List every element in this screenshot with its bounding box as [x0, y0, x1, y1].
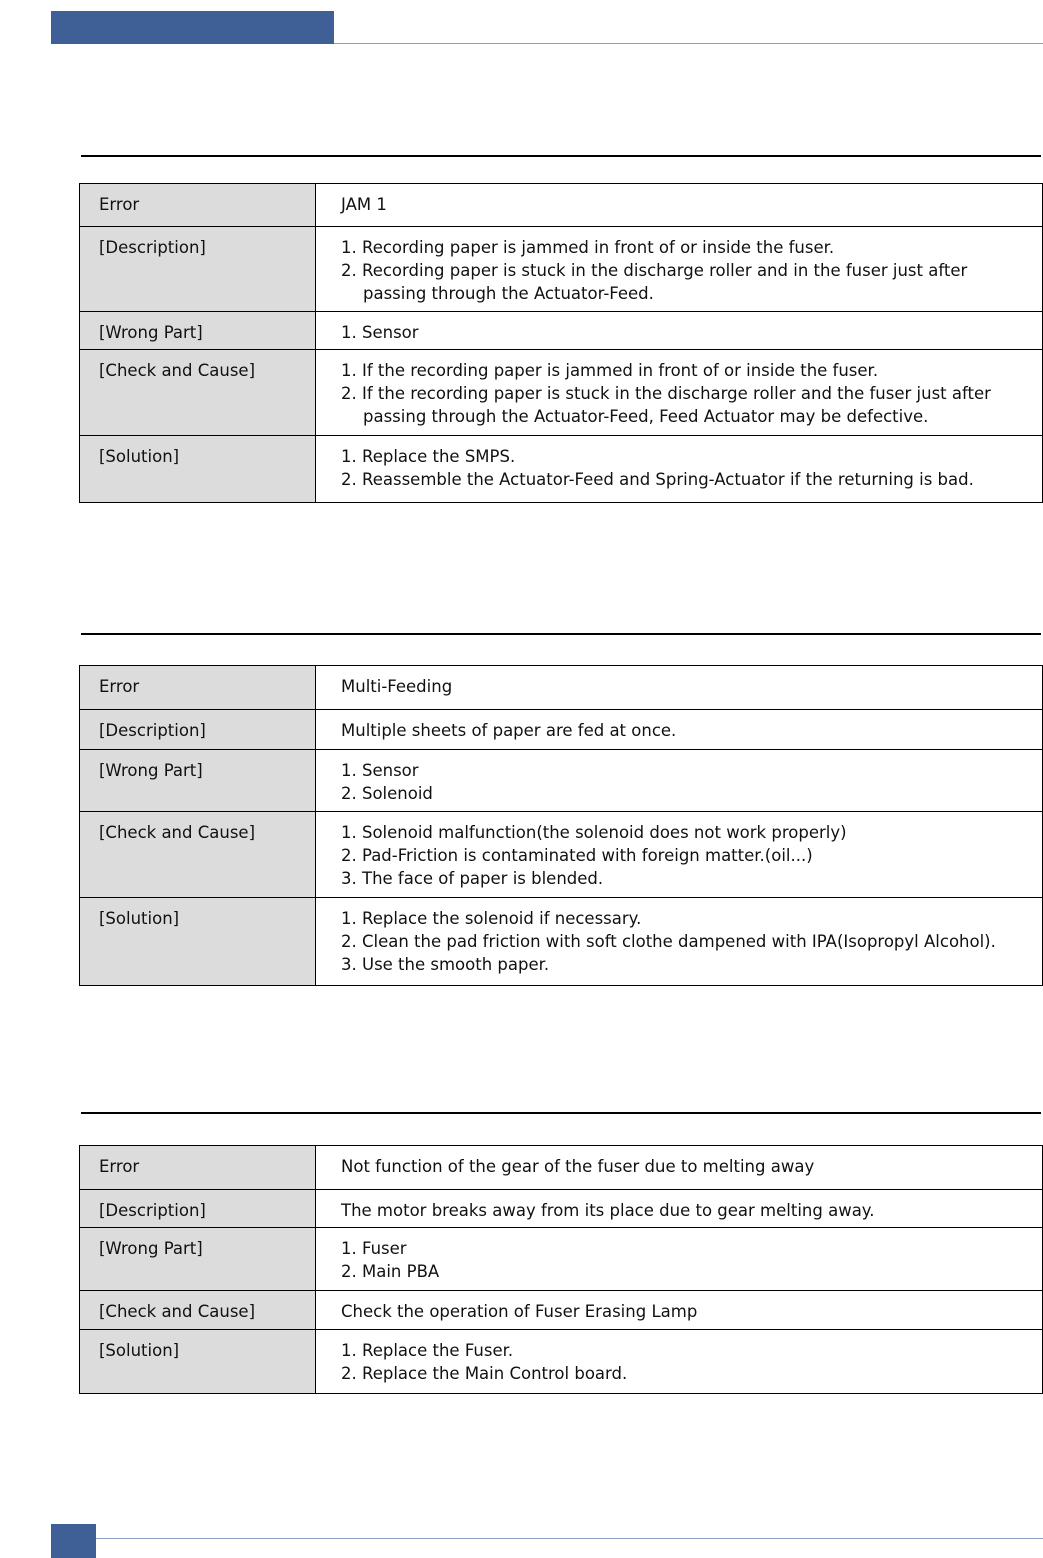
error-value: JAM 1: [316, 184, 1043, 227]
footer-tab: [51, 1524, 96, 1558]
description-row: [80, 227, 1043, 312]
description-line: 1. Recording paper is jammed in front of or inside the fuser.: [341, 238, 835, 257]
error-value: Not function of the gear of the fuser due to melting away: [316, 1146, 1043, 1190]
error-row: [80, 666, 1043, 710]
solution-line: 2. Clean the pad friction with soft clothe dampened with IPA(Isopropyl Alcohol).: [341, 932, 996, 951]
wrong-part-line: 1. Sensor: [341, 761, 419, 780]
section-rule-3: [81, 1112, 1041, 1114]
description-value: [316, 1190, 1043, 1228]
check-and-cause-line: 2. If the recording paper is stuck in the discharge roller and the fuser just after: [341, 384, 991, 403]
check-and-cause-label: [Check and Cause]: [80, 350, 316, 436]
wrong-part-label: [Wrong Part]: [80, 1228, 316, 1291]
check-and-cause-row: [80, 812, 1043, 898]
wrong-part-label: [Wrong Part]: [80, 750, 316, 812]
wrong-part-line: 1. Sensor: [341, 323, 419, 342]
solution-row: [80, 1330, 1043, 1394]
error-label: Error: [80, 1146, 316, 1190]
error-label: Error: [80, 666, 316, 710]
solution-row: [80, 898, 1043, 986]
description-line: passing through the Actuator-Feed.: [363, 284, 654, 303]
wrong-part-row: [80, 750, 1043, 812]
solution-line: 1. Replace the SMPS.: [341, 447, 516, 466]
check-and-cause-line: passing through the Actuator-Feed, Feed Actuator may be defective.: [363, 407, 929, 426]
check-and-cause-line: 3. The face of paper is blended.: [341, 869, 604, 888]
description-label: [Description]: [80, 710, 316, 750]
solution-line: 2. Replace the Main Control board.: [341, 1364, 628, 1383]
header-line: [334, 43, 1043, 44]
description-row: [80, 710, 1043, 750]
error-row: [80, 1146, 1043, 1190]
error-value: Multi-Feeding: [316, 666, 1043, 710]
solution-label: [Solution]: [80, 898, 316, 986]
solution-line: 2. Reassemble the Actuator-Feed and Spring-Actuator if the returning is bad.: [341, 470, 974, 489]
check-and-cause-line: 2. Pad-Friction is contaminated with foreign matter.(oil...): [341, 846, 813, 865]
check-and-cause-line: Check the operation of Fuser Erasing Lamp: [341, 1302, 698, 1321]
check-and-cause-line: 1. If the recording paper is jammed in front of or inside the fuser.: [341, 361, 879, 380]
check-and-cause-value: [316, 350, 1043, 436]
solution-value: [316, 1330, 1043, 1394]
section-rule-1: [81, 155, 1041, 157]
description-row: [80, 1190, 1043, 1228]
solution-line: 3. Use the smooth paper.: [341, 955, 550, 974]
wrong-part-line: 1. Fuser: [341, 1239, 407, 1258]
error-table-multi-feeding: [79, 665, 1043, 986]
description-line: The motor breaks away from its place due to gear melting away.: [341, 1201, 875, 1220]
check-and-cause-value: [316, 812, 1043, 898]
check-and-cause-value: [316, 1291, 1043, 1330]
section-rule-2: [81, 633, 1041, 635]
description-value: [316, 227, 1043, 312]
description-value: [316, 710, 1043, 750]
wrong-part-row: [80, 1228, 1043, 1291]
wrong-part-label: [Wrong Part]: [80, 312, 316, 350]
wrong-part-value: [316, 1228, 1043, 1291]
solution-line: 1. Replace the solenoid if necessary.: [341, 909, 642, 928]
footer-line: [96, 1538, 1043, 1539]
check-and-cause-line: 1. Solenoid malfunction(the solenoid does not work properly): [341, 823, 847, 842]
description-label: [Description]: [80, 227, 316, 312]
wrong-part-value: [316, 750, 1043, 812]
check-and-cause-label: [Check and Cause]: [80, 1291, 316, 1330]
header-tab: [51, 11, 334, 44]
check-and-cause-row: [80, 350, 1043, 436]
wrong-part-value: [316, 312, 1043, 350]
check-and-cause-row: [80, 1291, 1043, 1330]
description-label: [Description]: [80, 1190, 316, 1228]
description-line: Multiple sheets of paper are fed at once.: [341, 721, 677, 740]
wrong-part-line: 2. Solenoid: [341, 784, 433, 803]
solution-row: [80, 436, 1043, 503]
error-row: [80, 184, 1043, 227]
error-label: Error: [80, 184, 316, 227]
solution-value: [316, 436, 1043, 503]
error-table-fuser-gear: [79, 1145, 1043, 1394]
description-line: 2. Recording paper is stuck in the discharge roller and in the fuser just after: [341, 261, 968, 280]
solution-label: [Solution]: [80, 1330, 316, 1394]
wrong-part-row: [80, 312, 1043, 350]
check-and-cause-label: [Check and Cause]: [80, 812, 316, 898]
error-table-jam1: [79, 183, 1043, 503]
solution-label: [Solution]: [80, 436, 316, 503]
solution-value: [316, 898, 1043, 986]
wrong-part-line: 2. Main PBA: [341, 1262, 440, 1281]
solution-line: 1. Replace the Fuser.: [341, 1341, 514, 1360]
